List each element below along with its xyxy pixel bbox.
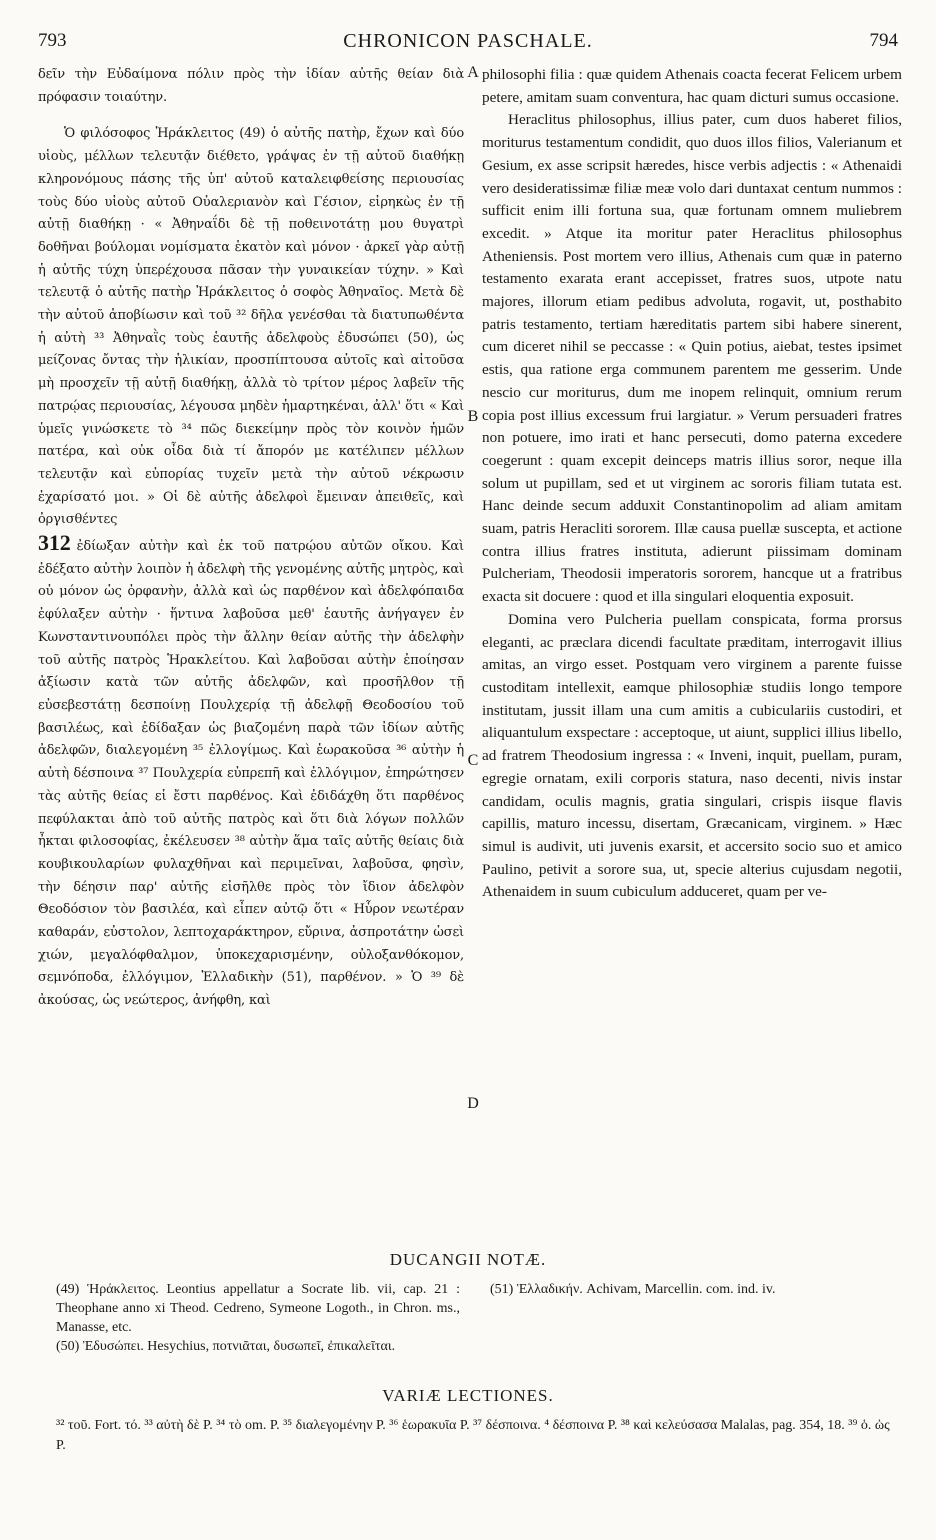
running-title: CHRONICON PASCHALE. xyxy=(343,30,593,52)
margin-letter-b: B xyxy=(467,408,479,425)
page-number-left: 793 xyxy=(38,30,67,51)
latin-paragraph-2: Heraclitus philosophus, illius pater, cum duos haberet filios, moriturus testamentum condidit, quo duos illos filios, Valerianum et Gesium, ex asse scripsit hæredes, hisce verbis adjectis : « Athenaidi vero desideratissimæ filiæ meæ volo dari duntaxat centum nummos : sufficit enim illi fortuna sua, quæ fortunam omnem muliebrem excedit. » Atque ita moritur pater Heraclitus philosophus Atheniensis. Post mortem vero illius, Athenais cum quæ in paterno testamento exarata erant accepisset, fratres suos, utpote natu majores, illorum etiam pedibus advoluta, rogavit, ut, posthabito patris testamento, tertiam hæreditatis partem sibi habere sinerent, cum diceret nihil se peccasse : « Quin potius, aiebat, testes ipsimet estis, qua ratione erga communem parentem me gesserim. Unde nescio cur moriturus, dum me inopem relinquit, omnium rerum copia post illius excessum frui largiatur. » Verum persuaderi fratres non potuere, imo irati et hanc persecuti, domo paterna excedere coegerunt : quam excepit deinceps matris illius soror, neque illa solum ut pupillam, sed et ut virginem ac sororis filiam tutata est. Hanc deinde secum adduxit Constantinopolim ad aliam amitam suam, patris Heracliti sororem. Illæ causa puellæ suscepta, et actione contra illius fratres instituta, adierunt piissimam dominam Pulcheriam, Theodosii imperatoris sororem, hancque ut a fratribus exacta sit docuere : quod et illa singulari eloquentia exposuit. xyxy=(482,111,902,606)
latin-paragraph-3: Domina vero Pulcheria puellam conspicata, forma prorsus eleganti, ac præclara dicendi facultate præditam, interrogavit illius amitas, an virgo esset. Postquam vero virginem a parente fuisse custoditam intellexit, eamque philosophiæ studiis longo tempore institutam, jussit illam una cum amitis a cubiculariis custodiri, et aliquantulum exspectare : acceptoque, ut aiunt, supplici illius libello, ad fratrem Theodosium ingressa : « Inveni, inquit, puellam, puram, egregie ornatam, exili corporis statura, naso decenti, nivis instar candidam, oculis magnis, gratia singulari, crispis iisque flavis capillis, maturo incessu, disertam, Græcanicam, virginem. » Hæc simul is audivit, uti juvenis exarsit, et accersito socio suo et amico Paulino, petivit a sorore sua, ut, specie alterius cujusdam negotii, Athenaidem in suum cubiculum adduceret, quam per ve- xyxy=(482,610,902,901)
notes-left-column xyxy=(56,1280,460,1356)
greek-column xyxy=(38,64,464,1244)
margin-letter-c: C xyxy=(467,752,479,769)
greek-paragraph-1: δεῖν τὴν Εὐδαίμονα πόλιν πρὸς τὴν ἰδίαν αὐτῆς θείαν διὰ πρόφασιν τοιαύτην. xyxy=(38,67,464,105)
margin-letter-d: D xyxy=(467,1095,479,1112)
margin-letter-a: A xyxy=(467,64,479,81)
margin-number: 312 xyxy=(38,530,71,556)
latin-paragraph-1: philosophi filia : quæ quidem Athenais coacta fecerat Felicem urbem petere, amitam suam conventura, hac quam dicturi sumus occasione. xyxy=(482,66,902,106)
note-50: (50) Ἐδυσώπει. Hesychius, ποτνιᾶται, δυσωπεῖ, ἐπικαλεῖται. xyxy=(56,1339,396,1354)
greek-paragraph-3 xyxy=(38,532,464,1013)
latin-column xyxy=(482,64,902,1244)
note-49: (49) Ἡράκλειτος. Leontius appellatur a Socrate lib. vii, cap. 21 : Theophane anno xi Theod. Cedreno, Symeone Logoth., in Chron. ms., Manasse, etc. xyxy=(56,1282,460,1335)
greek-paragraph-3-text: ἐδίωξαν αὐτὴν καὶ ἐκ τοῦ πατρῴου αὐτῶν οἴκου. Καὶ ἐδέξατο αὐτὴν λοιπὸν ἡ ἀδελφὴ τῆς γενομένης αὐτῆς μητρὸς, καὶ οὐ μόνον ὡς ὀρφανὴν, ἀλλὰ καὶ ὡς παρθένον καὶ ἀδελφόπαιδα ἐφύλαξεν αὐτὴν · ἥντινα λαβοῦσα μεθ' ἑαυτῆς ἀνήγαγεν ἐν Κωνσταντινουπόλει πρὸς τὴν ἄλλην θείαν αὐτῆς τὴν ἀδελφὴν τοῦ αὐτῆς πατρὸς Ἡρακλείτου. Καὶ λαβοῦσαι αὐτὴν ἐποίησαν ἀξίωσιν κατὰ τῶν αὐτῆς ἀδελφῶν, καὶ προσῆλθον τῇ εὐσεβεστάτῃ δεσποίνῃ Πουλχερίᾳ τῇ ἀδελφῇ Θεοδοσίου τοῦ βασιλέως, καὶ ἐδίδαξαν ὡς βιαζομένη παρὰ τῶν ἰδίων αὐτῆς ἀδελφῶν, διαλεγομένη ³⁵ ἐλλογίμως. Καὶ ἑωρακοῦσα ³⁶ αὐτὴν ἡ αὐτὴ δέσποινα ³⁷ Πουλχερία εὐπρεπῆ καὶ ἐλλόγιμον, ἐπηρώτησεν τὰς αὐτῆς θείας εἰ ἔστι παρθένος. Καὶ ἐδιδάχθη ὅτι παρθένος πεφύλακται ἀπὸ τοῦ αὐτῆς πατρὸς καὶ ὅτι διὰ λόγων πολλῶν ἦκται φιλοσοφίας, ἐκέλευσεν ³⁸ αὐτὴν ἅμα ταῖς αὐτῆς θείαις διὰ κουβικουλαρίων φυλαχθῆναι καὶ περιμεῖναι, λαβοῦσα, φησὶν, τὴν δέησιν παρ' αὐτῆς εἰσῆλθε πρὸς τὸν ἴδιον ἀδελφὸν Θεοδόσιον τὸν βασιλέα, καὶ εἶπεν αὐτῷ ὅτι « Ηὗρον νεωτέραν καθαράν, εὐστολον, λεπτοχαράκτηρον, εὔρινα, ἀσπροτάτην ὡσεὶ χιών, μεγαλόφθαλμον, ὑποκεχαρισμένην, οὐλοξανθόκομον, σεμνόποδα, ἐλλόγιμον, Ἑλλαδικὴν (51), παρθένον. » Ὁ ³⁹ δὲ ἀκούσας, ὡς νεώτερος, ἀνήφθη, καὶ xyxy=(38,539,464,1009)
page-number-right: 794 xyxy=(869,30,898,51)
greek-paragraph-2: Ὁ φιλόσοφος Ἡράκλειτος (49) ὁ αὐτῆς πατὴρ, ἔχων καὶ δύο υἱοὺς, μέλλων τελευτᾷν διέθετο, γράψας ἐν τῇ αὐτοῦ διαθήκῃ κληρονόμους πάσης τῆς ὑπ' αὐτοῦ καταλειφθείσης περιουσίας τοὺς δύο υἱοὺς αὐτοῦ Οὐαλεριανὸν καὶ Γέσιον, εἰρηκὼς ἐν τῇ αὐτῇ διαθήκῃ · « Ἀθηναΐδι δὲ τῇ ποθεινοτάτῃ μου θυγατρὶ δοθῆναι βούλομαι νομίσματα ἑκατὸν καὶ μόνον · ἀρκεῖ γὰρ αὐτῇ ἡ αὐτῆς τύχη ὑπερέχουσα πᾶσαν τὴν γυναικείαν τύχην. » Καὶ τελευτᾷ ὁ αὐτῆς πατὴρ Ἡράκλειτος ὁ σοφὸς Ἀθηναῖος. Μετὰ δὲ τὴν αὐτοῦ ἀποβίωσιν καὶ τοῦ ³² δῆλα γενέσθαι τὰ διατυπωθέντα ἡ αὐτὴ ³³ Ἀθηναῒς τοὺς ἑαυτῆς ἀδελφοὺς ἐδυσώπει (50), ὡς μείζονας ὄντας τὴν ἡλικίαν, προσπίπτουσα αὐτοῖς καὶ αἰτοῦσα μὴ προσχεῖν τῇ αὐτῇ διαθήκῃ, ἀλλὰ τὸ τρίτον μέρος λαβεῖν τῆς πατρῴας περιουσίας, λέγουσα μηδὲν ἡμαρτηκέναι, ἀλλ' ὅτι « Καὶ ὑμεῖς γινώσκετε τὸ ³⁴ πῶς διεκείμην πρὸς τὸν κοινὸν ἡμῶν πατέρα, καὶ οὐκ οἶδα διὰ τί ἄπορόν με κατέλιπεν μέλλων τελευτᾷν καὶ εὐπορίας τυχεῖν μετὰ τὴν αὐτοῦ νέκρωσιν ἐχαρίσατό μοι. » Οἱ δὲ αὐτῆς ἀδελφοὶ ἔμειναν ἀπειθεῖς, καὶ ὀργισθέντες xyxy=(38,126,464,528)
variae-title: VARIÆ LECTIONES. xyxy=(382,1386,554,1405)
variae-lectiones: ³² τοῦ. Fort. τό. ³³ αὐτὴ δὲ P. ³⁴ τὸ om. P. ³⁵ διαλεγομένην P. ³⁶ ἑωρακυῖα P. ³⁷ δέσποινα. ⁴ δέσποινα P. ³⁸ καὶ κελεύσασα Malalas, pag. 354, 18. ³⁹ ὁ. ὡς P. xyxy=(56,1418,890,1453)
note-51: (51) Ἑλλαδικήν. Achivam, Marcellin. com. ind. iv. xyxy=(490,1282,776,1297)
page-header xyxy=(38,30,898,60)
notes-right-column xyxy=(490,1280,900,1299)
notes-title: DUCANGII NOTÆ. xyxy=(389,1250,547,1269)
